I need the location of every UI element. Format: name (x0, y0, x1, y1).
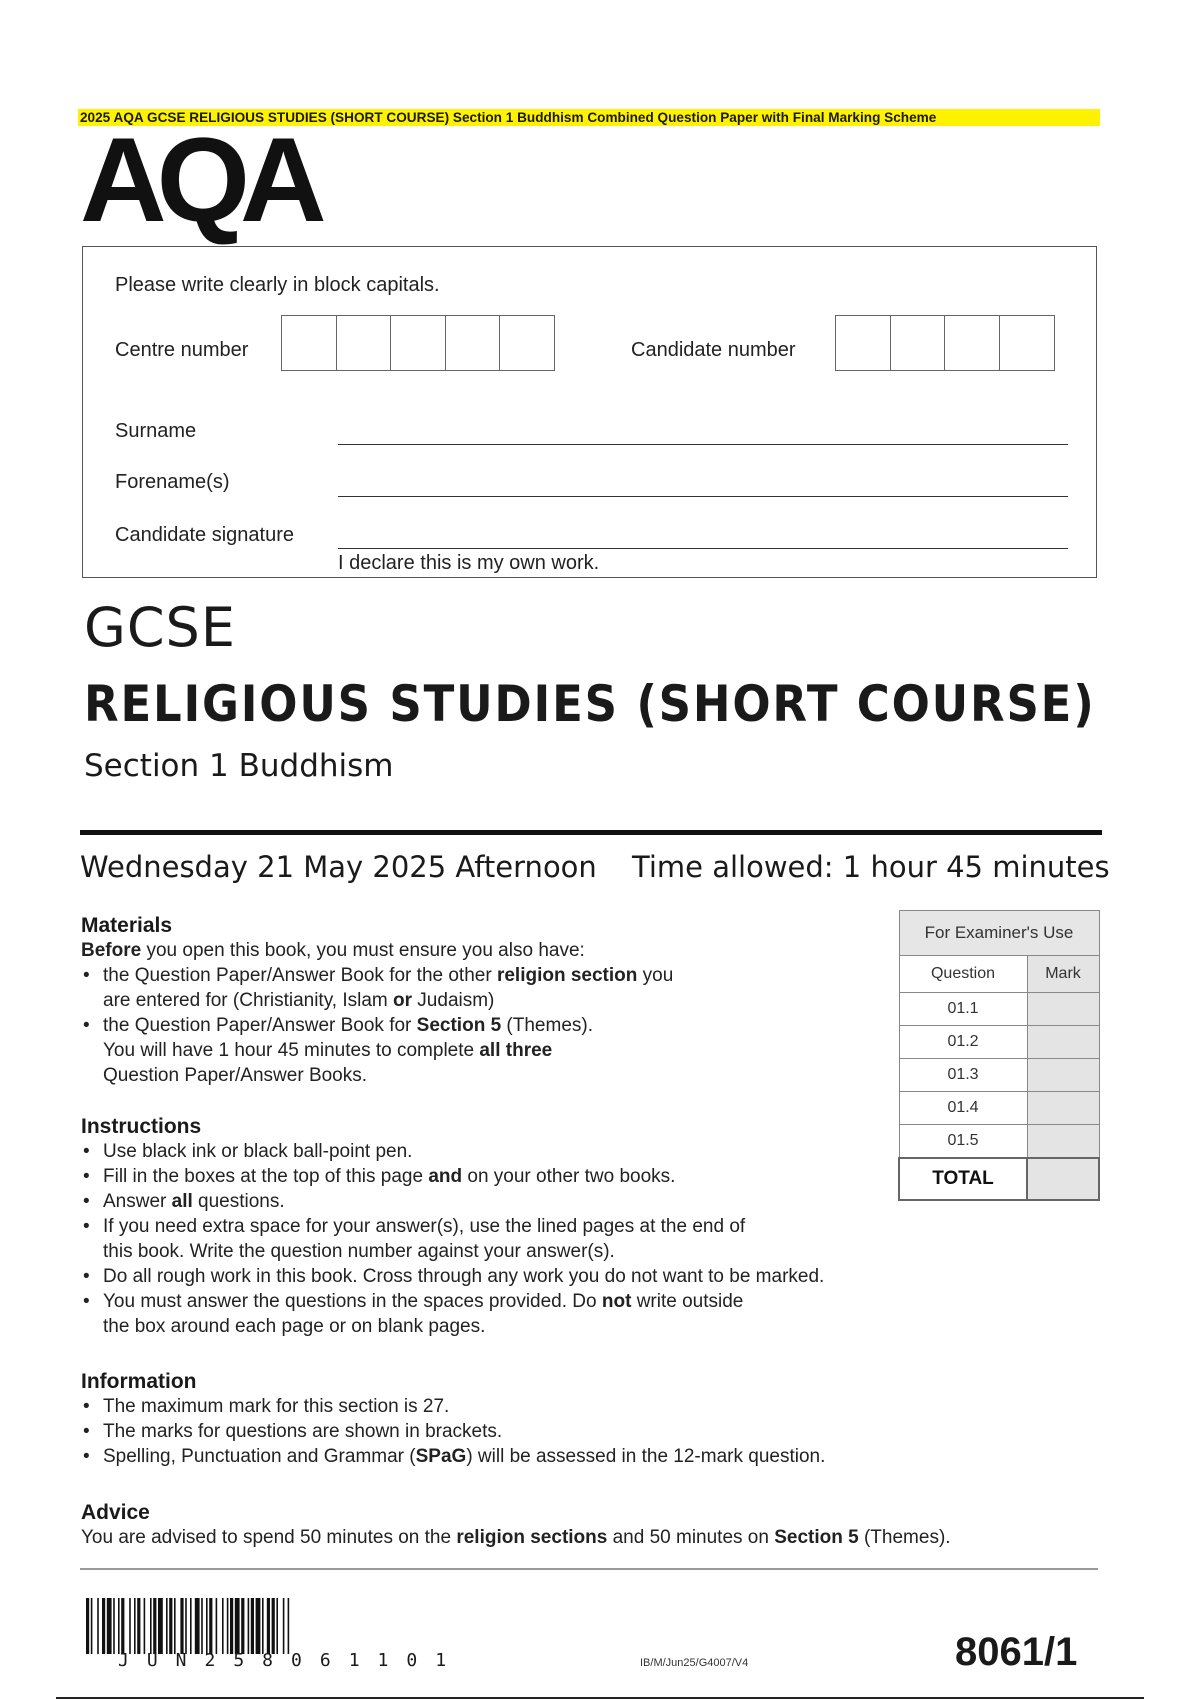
information-section (81, 1370, 825, 1469)
information-item: • Spelling, Punctuation and Grammar (SPaG) will be assessed in the 12-mark question. (81, 1444, 825, 1469)
aqa-logo: AQA (80, 113, 317, 247)
mark-cell (1027, 1026, 1099, 1059)
barcode-bar (262, 1598, 264, 1654)
materials-section (81, 914, 673, 1088)
examiner-use-title: For Examiner's Use (899, 911, 1099, 956)
barcode-bar (180, 1598, 183, 1654)
barcode-bar (201, 1598, 203, 1654)
barcode-bar (227, 1598, 229, 1654)
candidate-number-box[interactable] (944, 315, 1000, 371)
question-number: 01.5 (899, 1125, 1027, 1159)
centre-number-boxes[interactable] (281, 315, 554, 371)
centre-number-box[interactable] (499, 315, 555, 371)
barcode-bar (251, 1598, 254, 1654)
barcode-bar (190, 1598, 192, 1654)
barcode-bar (174, 1598, 176, 1654)
materials-item: • the Question Paper/Answer Book for the other religion section you are entered for (Christianity, Islam or Judaism) (81, 963, 673, 1013)
subject-title: RELIGIOUS STUDIES (SHORT COURSE) (84, 675, 1096, 733)
question-number: 01.2 (899, 1026, 1027, 1059)
block-capitals-instruction: Please write clearly in block capitals. (115, 274, 440, 296)
barcode-bar (118, 1598, 120, 1654)
barcode-bar (137, 1598, 140, 1654)
question-number: 01.1 (899, 993, 1027, 1026)
footer-divider (80, 1568, 1098, 1570)
forenames-field[interactable] (338, 496, 1068, 497)
advice-section (81, 1501, 951, 1550)
heading-divider (80, 830, 1102, 835)
barcode-bar (158, 1598, 163, 1654)
barcode-bar (169, 1598, 172, 1654)
barcode-bar (230, 1598, 233, 1654)
instruction-item: • Do all rough work in this book. Cross through any work you do not want to be marked. (81, 1264, 824, 1289)
information-item: • The marks for questions are shown in brackets. (81, 1419, 825, 1444)
barcode-bar (91, 1598, 93, 1654)
barcode-bar (222, 1598, 224, 1654)
candidate-details-box (82, 246, 1097, 578)
instruction-item: • You must answer the questions in the spaces provided. Do not write outside the box around each page or on blank pages. (81, 1289, 824, 1339)
question-number: 01.4 (899, 1092, 1027, 1125)
centre-number-label: Centre number (115, 339, 249, 361)
instruction-item: • If you need extra space for your answer(s), use the lined pages at the end of this book. Write the question number against your answer(s). (81, 1214, 824, 1264)
barcode-bar (283, 1598, 285, 1654)
advice-text: You are advised to spend 50 minutes on the religion sections and 50 minutes on Section 5 (Themes). (81, 1527, 951, 1548)
candidate-number-label: Candidate number (631, 339, 796, 361)
centre-number-box[interactable] (390, 315, 446, 371)
candidate-number-box[interactable] (999, 315, 1055, 371)
barcode-bar (209, 1598, 212, 1654)
barcode-bar (267, 1598, 270, 1654)
qualification-level: GCSE (84, 596, 236, 659)
barcode-bar (235, 1598, 240, 1654)
instructions-heading: Instructions (81, 1115, 202, 1138)
barcode-bar (97, 1598, 99, 1654)
declaration-text: I declare this is my own work. (338, 552, 600, 574)
barcode-bar (153, 1598, 156, 1654)
instruction-item: • Use black ink or black ball-point pen. (81, 1139, 824, 1164)
paper-reference: IB/M/Jun25/G4007/V4 (640, 1657, 749, 1669)
candidate-number-box[interactable] (835, 315, 891, 371)
barcode-bar (166, 1598, 168, 1654)
surname-label: Surname (115, 420, 197, 442)
barcode-bar (206, 1598, 208, 1654)
barcode-digits: JUN258061101 (118, 1650, 465, 1671)
centre-number-box[interactable] (281, 315, 337, 371)
mark-cell (1027, 993, 1099, 1026)
instruction-item: • Fill in the boxes at the top of this page and on your other two books. (81, 1164, 824, 1189)
barcode-bar (241, 1598, 244, 1654)
materials-item: • the Question Paper/Answer Book for Section 5 (Themes). You will have 1 hour 45 minutes to complete all three Question Paper/Answer Books. (81, 1013, 673, 1088)
centre-number-box[interactable] (445, 315, 501, 371)
barcode-bar (86, 1598, 89, 1654)
section-title: Section 1 Buddhism (84, 748, 394, 784)
barcode-bar (216, 1598, 218, 1654)
information-heading: Information (81, 1370, 197, 1393)
materials-heading: Materials (81, 914, 173, 937)
signature-field[interactable] (338, 548, 1068, 549)
instructions-section (81, 1115, 824, 1339)
barcode-bar (150, 1598, 152, 1654)
barcode-bar (121, 1598, 124, 1654)
instruction-item: • Answer all questions. (81, 1189, 824, 1214)
barcode-image (86, 1598, 472, 1654)
centre-number-box[interactable] (336, 315, 392, 371)
mark-cell (1027, 1059, 1099, 1092)
barcode-bar (107, 1598, 112, 1654)
total-mark-cell (1027, 1158, 1099, 1200)
surname-field[interactable] (338, 444, 1068, 445)
signature-label: Candidate signature (115, 524, 295, 546)
candidate-number-boxes[interactable] (835, 315, 1053, 371)
question-number: 01.3 (899, 1059, 1027, 1092)
barcode-bar (113, 1598, 115, 1654)
barcode-bar (102, 1598, 105, 1654)
paper-code: 8061/1 (955, 1630, 1078, 1674)
time-allowed: Time allowed: 1 hour 45 minutes (632, 850, 1110, 884)
total-label: TOTAL (899, 1158, 1027, 1200)
barcode-bar (248, 1598, 250, 1654)
forenames-label: Forename(s) (115, 471, 230, 493)
barcode-bar (256, 1598, 261, 1654)
barcode-bar (288, 1598, 290, 1654)
barcode-bar (134, 1598, 136, 1654)
document-banner: 2025 AQA GCSE RELIGIOUS STUDIES (SHORT COURSE) Section 1 Buddhism Combined Question Paper with Final Marking Scheme (78, 109, 1100, 126)
mark-column-header: Mark (1027, 956, 1099, 993)
barcode-bar (144, 1598, 146, 1654)
advice-heading: Advice (81, 1501, 150, 1524)
exam-date: Wednesday 21 May 2025 Afternoon (80, 850, 597, 884)
question-column-header: Question (899, 956, 1027, 993)
candidate-number-box[interactable] (890, 315, 946, 371)
mark-cell (1027, 1125, 1099, 1159)
barcode-bar (272, 1598, 275, 1654)
barcode-bar (276, 1598, 278, 1654)
mark-cell (1027, 1092, 1099, 1125)
barcode-bar (185, 1598, 187, 1654)
barcode-bar (129, 1598, 131, 1654)
page-bottom-rule (56, 1697, 1144, 1699)
barcode-bar (195, 1598, 200, 1654)
materials-intro: Before you open this book, you must ensure you also have: (81, 940, 585, 961)
information-item: • The maximum mark for this section is 27. (81, 1394, 825, 1419)
examiner-use-table (898, 910, 1100, 1201)
